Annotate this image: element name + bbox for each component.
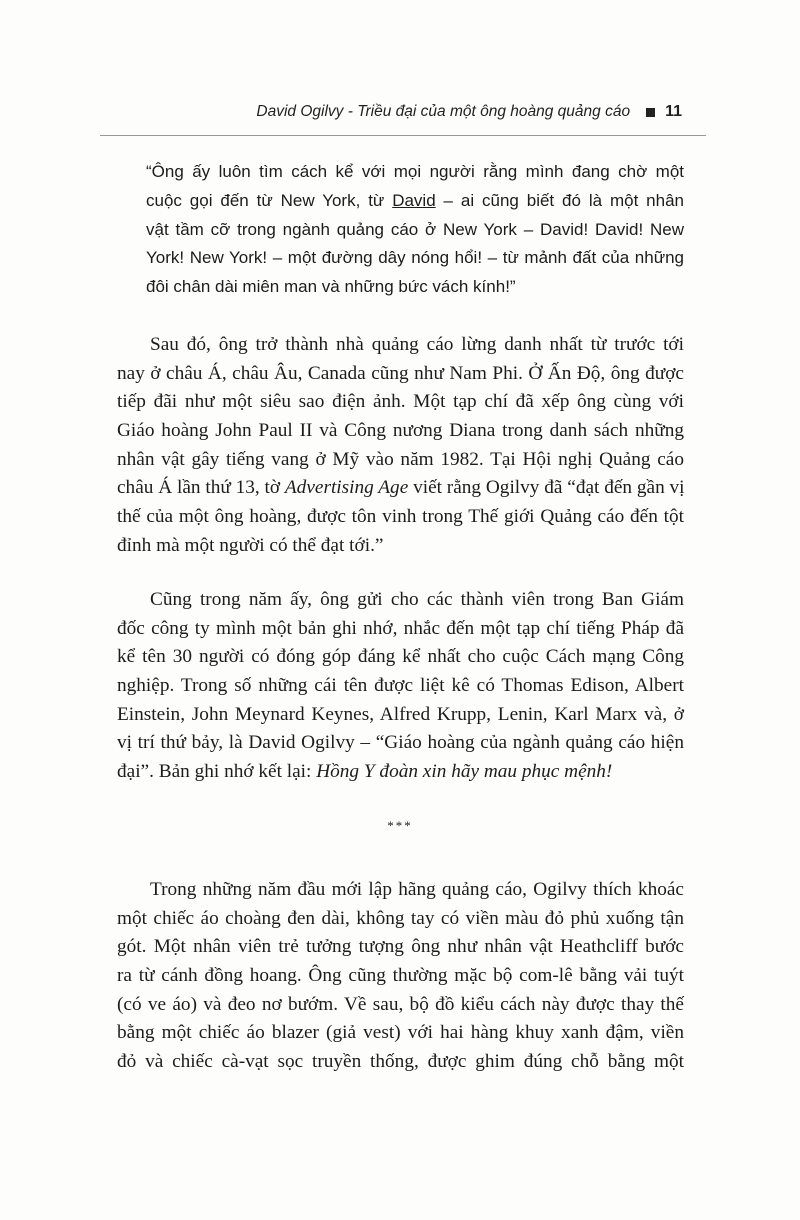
text-line [117, 1019, 684, 1048]
text-line [117, 991, 684, 1020]
text-line [146, 273, 684, 302]
block-quote [146, 158, 684, 302]
paragraph-2 [117, 586, 684, 787]
italic-text: Hồng Y đoàn xin hãy mau phục mệnh! [316, 761, 613, 783]
text-line [117, 729, 684, 758]
text-line [117, 643, 684, 672]
text-line [117, 615, 684, 644]
paragraph-1 [117, 331, 684, 561]
text-segment: gót. Một nhân viên trẻ tưởng tượng ông như nhân vật Heathcliff bước [117, 936, 684, 958]
text-segment: kể tên 30 người có đóng góp đáng kể nhất cho cuộc Cách mạng Công [117, 646, 684, 668]
text-line [146, 187, 684, 216]
text-line [146, 216, 684, 245]
text-segment: thế của một ông hoàng, được tôn vinh trong Thế giới Quảng cáo đến tột [117, 506, 684, 528]
paragraph-3 [117, 876, 684, 1077]
text-line [117, 360, 684, 389]
text-segment: Cũng trong năm ấy, ông gửi cho các thành viên trong Ban Giám [150, 589, 684, 610]
text-line [117, 962, 684, 991]
text-line [117, 446, 684, 475]
text-line [117, 758, 684, 787]
text-segment: nhân vật gây tiếng vang ở Mỹ vào năm 1982. Tại Hội nghị Quảng cáo [117, 448, 684, 470]
text-segment: đỉnh mà một người có thể đạt tới.” [117, 534, 384, 556]
text-segment: ra từ cánh đồng hoang. Ông cũng thường mặc bộ com-lê bằng vải tuýt [117, 965, 684, 987]
text-line [117, 905, 684, 934]
text-segment: đôi chân dài miên man và những bức vách kính!” [146, 277, 516, 297]
text-segment: cuộc gọi đến từ New York, từ [146, 190, 393, 210]
square-bullet-icon [646, 108, 655, 117]
text-segment: vị trí thứ bảy, là David Ogilvy – “Giáo hoàng của ngành quảng cáo hiện [117, 732, 684, 754]
text-line [146, 158, 684, 187]
underlined-text: David [392, 190, 436, 210]
section-break: *** [387, 818, 413, 833]
running-title: David Ogilvy - Triều đại của một ông hoàng quảng cáo [256, 103, 631, 120]
text-line [117, 876, 684, 905]
text-line [117, 586, 684, 615]
text-segment: viết rằng Ogilvy đã “đạt đến gần vị [408, 477, 685, 499]
text-line [146, 244, 684, 273]
text-line [117, 474, 684, 503]
text-segment: Einstein, John Meynard Keynes, Alfred Krupp, Lenin, Karl Marx và, ở [117, 703, 684, 725]
text-line [117, 331, 684, 360]
text-segment: bằng một chiếc áo blazer (giả vest) với hai hàng khuy xanh đậm, viền [117, 1022, 684, 1044]
text-line [117, 388, 684, 417]
text-segment: đốc công ty mình một bản ghi nhớ, nhắc đến một tạp chí tiếng Pháp đã [117, 617, 684, 639]
text-line [117, 417, 684, 446]
text-segment: đỏ và chiếc cà-vạt sọc truyền thống, được ghim đúng chỗ bằng một [117, 1051, 684, 1073]
text-segment: nay ở châu Á, châu Âu, Canada cũng như Nam Phi. Ở Ấn Độ, ông được [117, 362, 684, 384]
text-segment: – ai cũng biết đó là một nhân [435, 190, 684, 210]
text-segment: Giáo hoàng John Paul II và Công nương Diana trong danh sách những [117, 420, 684, 442]
text-segment: một chiếc áo choàng đen dài, không tay có viền màu đỏ phủ xuống tận [117, 907, 684, 929]
header-rule [100, 135, 706, 136]
page-number: 11 [665, 103, 682, 120]
text-line [117, 503, 684, 532]
text-line [117, 933, 684, 962]
text-line [117, 1048, 684, 1077]
text-segment: vật tầm cỡ trong ngành quảng cáo ở New York – David! David! New [146, 219, 684, 239]
text-line [117, 532, 684, 561]
running-header [256, 103, 682, 121]
text-segment: York! New York! – một đường dây nóng hổi! – từ mảnh đất của những [146, 248, 684, 268]
text-segment: (có ve áo) và đeo nơ bướm. Về sau, bộ đồ kiểu cách này được thay thế [117, 993, 684, 1015]
text-segment: Sau đó, ông trở thành nhà quảng cáo lừng danh nhất từ trước tới [150, 334, 684, 355]
text-segment: tiếp đãi như một siêu sao điện ảnh. Một tạp chí đã xếp ông cùng với [117, 391, 684, 413]
text-line [117, 701, 684, 730]
text-segment: nghiệp. Trong số những cái tên được liệt kê có Thomas Edison, Albert [117, 675, 684, 697]
italic-text: Advertising Age [284, 477, 409, 499]
text-line [117, 672, 684, 701]
text-segment: Trong những năm đầu mới lập hãng quảng cáo, Ogilvy thích khoác [150, 879, 684, 900]
text-segment: “Ông ấy luôn tìm cách kể với mọi người rằng mình đang chờ một [146, 162, 684, 181]
text-segment: châu Á lần thứ 13, tờ [117, 477, 285, 499]
text-segment: đại”. Bản ghi nhớ kết lại: [117, 761, 317, 783]
